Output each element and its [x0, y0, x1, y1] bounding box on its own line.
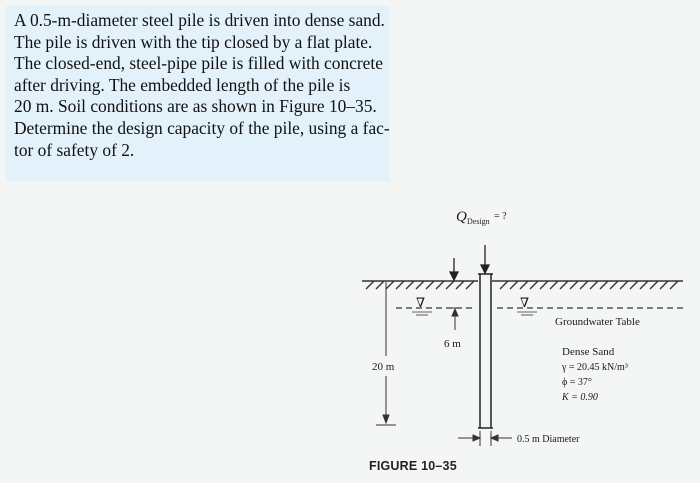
- soil-name: Dense Sand: [562, 346, 615, 358]
- soil-unit-weight: γ = 20.45 kN/m³: [562, 362, 628, 373]
- pile: [478, 274, 493, 428]
- problem-line-6: Determine the design capacity of the pile, using a fac-: [14, 117, 390, 138]
- diameter-label: 0.5 m Diameter: [517, 434, 580, 445]
- diameter-dimension: [458, 431, 512, 446]
- problem-line-4: after driving. The embedded length of the pile is: [14, 74, 351, 95]
- depth-dimension-6m: [448, 308, 462, 330]
- length-label-20m: 20 m: [372, 361, 395, 373]
- figure-caption: FIGURE 10–35: [369, 459, 457, 473]
- groundwater-line: [396, 308, 686, 315]
- depth-label-6m: 6 m: [444, 338, 461, 350]
- water-symbol-left: ∇: [416, 295, 426, 310]
- problem-line-5: 20 m. Soil conditions are as shown in Figure 10–35.: [14, 96, 377, 117]
- load-subscript: Design: [467, 217, 490, 226]
- water-symbol-right: ∇: [520, 295, 530, 310]
- groundwater-label: Groundwater Table: [555, 316, 640, 328]
- load-value: = ?: [494, 211, 507, 222]
- length-dimension-20m: [376, 282, 396, 425]
- ground-surface: [362, 281, 683, 289]
- problem-line-2: The pile is driven with the tip closed by a flat plate.: [14, 31, 373, 52]
- problem-line-3: The closed-end, steel-pipe pile is filled with concrete: [14, 53, 383, 74]
- soil-k-value: K = 0.90: [562, 392, 598, 403]
- problem-line-7: tor of safety of 2.: [14, 139, 135, 160]
- problem-line-1: A 0.5-m-diameter steel pile is driven into dense sand.: [14, 10, 385, 30]
- soil-friction-angle: ϕ = 37°: [562, 377, 592, 388]
- load-symbol: Q: [456, 209, 467, 225]
